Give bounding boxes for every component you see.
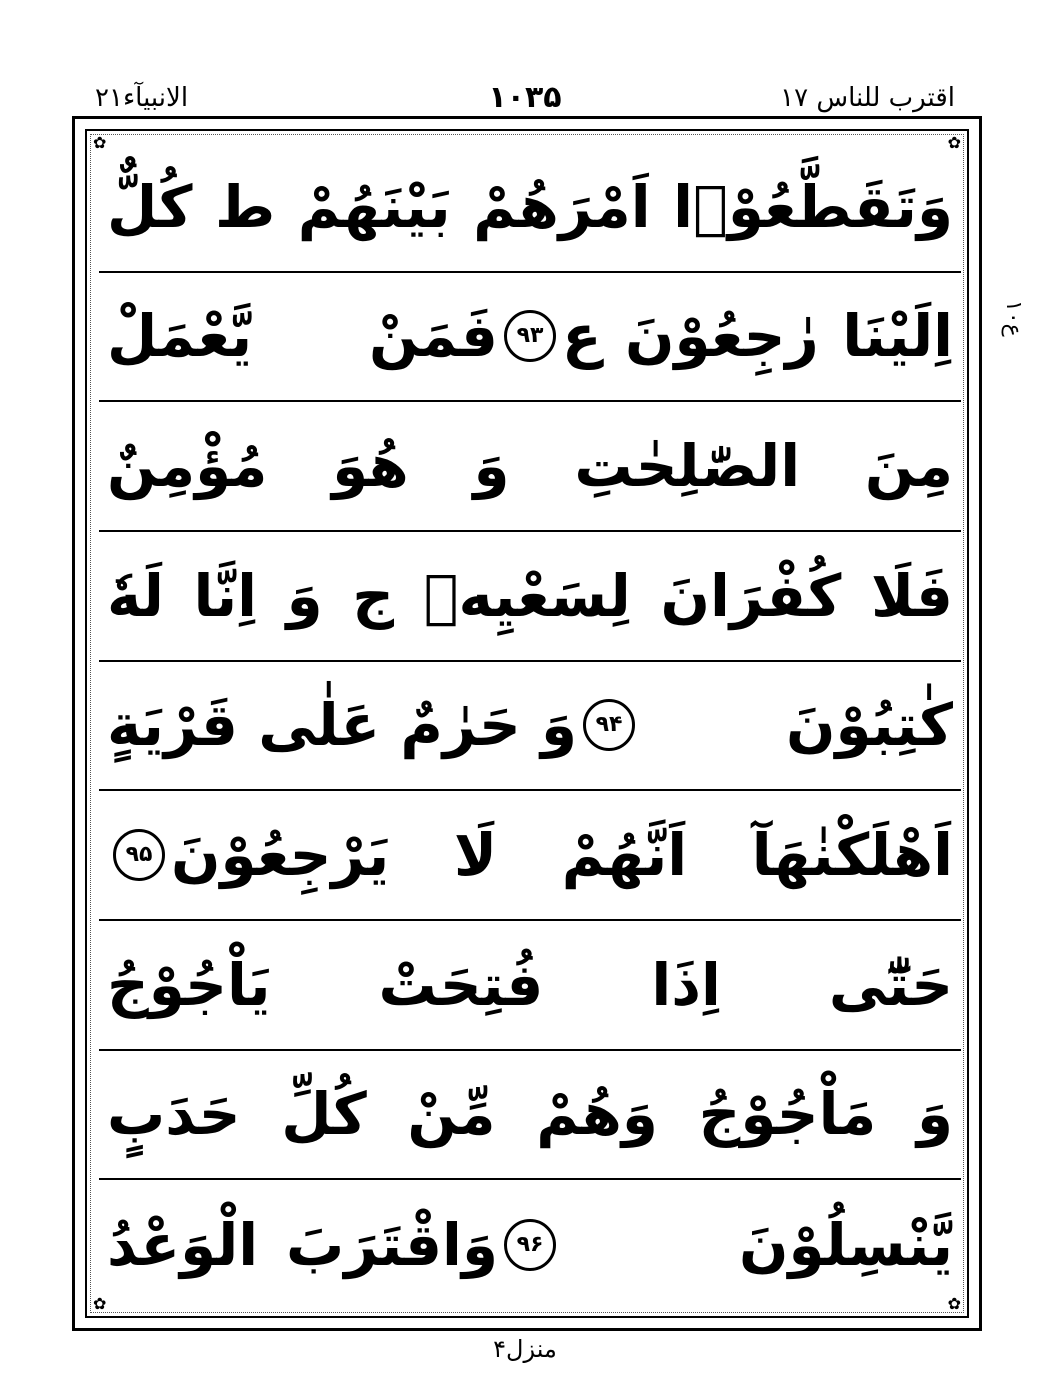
- corner-ornament-icon: ✿: [947, 1294, 961, 1313]
- corner-ornament-icon: ✿: [947, 133, 961, 152]
- manzil-label: منزل۴: [493, 1335, 557, 1363]
- page-header: [0, 78, 1050, 118]
- verse-text: اَهْلَكْنٰهَآ اَنَّهُمْ لَا يَرْجِعُوْنَ: [171, 821, 953, 890]
- verse-text: فَمَنْ يَّعْمَلْ: [107, 302, 498, 371]
- corner-ornament-icon: ✿: [93, 133, 107, 152]
- surah-name: الانبیآء۲۱: [95, 83, 189, 113]
- verse-line: [99, 1051, 961, 1181]
- verse-lines: [99, 143, 961, 1313]
- verse-text: مِنَ الصّٰلِحٰتِ وَ هُوَ مُؤْمِنٌ: [107, 432, 953, 501]
- corner-ornament-icon: ✿: [93, 1294, 107, 1313]
- page-number: ۱۰۳۵: [488, 80, 562, 115]
- verse-line: [99, 1180, 961, 1313]
- verse-line: [99, 921, 961, 1051]
- page-frame: [72, 116, 982, 1331]
- verse-line: [99, 143, 961, 273]
- verse-text: فَلَا كُفْرَانَ لِسَعْيِهٖ ج وَ اِنَّا لَهٗ: [107, 561, 953, 630]
- verse-line: [99, 532, 961, 662]
- verse-text: يَّنْسِلُوْنَ: [738, 1211, 953, 1280]
- ayah-number-marker: ۹۵: [113, 829, 165, 881]
- ayah-number-marker: ۹۴: [583, 699, 635, 751]
- verse-text: وَ حَرٰمٌ عَلٰى قَرْيَةٍ: [107, 691, 578, 760]
- ayah-number-marker: ۹۳: [504, 310, 556, 362]
- verse-line: [99, 273, 961, 403]
- verse-text: حَتّٰٓى اِذَا فُتِحَتْ يَاْجُوْجُ: [107, 950, 953, 1019]
- verse-line: [99, 662, 961, 792]
- ruku-marker: ع۱۰: [1001, 300, 1026, 337]
- verse-line: [99, 791, 961, 921]
- juz-name: اقترب للناس ۱۷: [780, 83, 955, 113]
- verse-text: وَ مَاْجُوْجُ وَهُمْ مِّنْ كُلِّ حَدَبٍ: [107, 1080, 953, 1149]
- verse-text: كٰتِبُوْنَ: [786, 691, 953, 760]
- verse-text: وَاقْتَرَبَ الْوَعْدُ: [107, 1211, 498, 1280]
- verse-text: وَتَقَطَّعُوْۤا اَمْرَهُمْ بَيْنَهُمْ ط كُلٌّ: [107, 172, 953, 241]
- ayah-number-marker: ۹۶: [504, 1219, 556, 1271]
- verse-line: [99, 402, 961, 532]
- verse-text: اِلَيْنَا رٰجِعُوْنَ ع: [562, 302, 953, 371]
